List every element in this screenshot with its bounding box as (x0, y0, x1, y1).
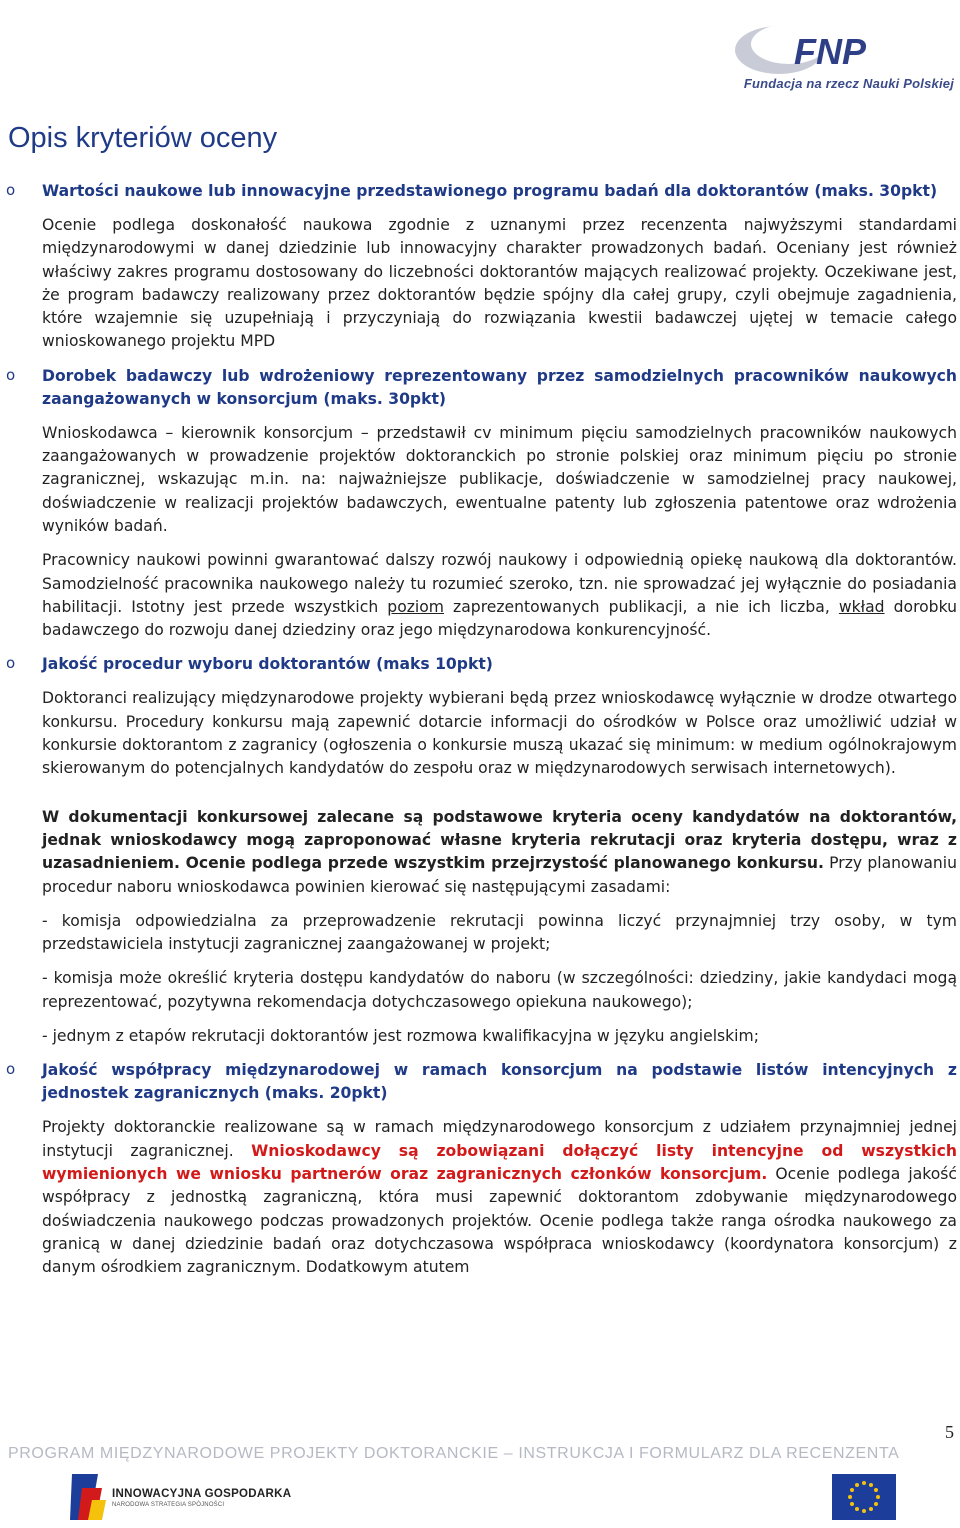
emphasis-text: Wnioskodawcy są zobowiązani dołączyć listy intencyjne od wszystkich wymienionych we wniosku partnerów oraz zagranicznych członków konsorcjum. (42, 1141, 957, 1183)
fnp-logo-abbr: FNP (794, 31, 866, 72)
footer-program-line: PROGRAM MIĘDZYNARODOWE PROJEKTY DOKTORANCKIE – INSTRUKCJA I FORMULARZ DLA RECENZENTA (8, 1445, 900, 1462)
text-run: Pracownicy naukowi powinni gwarantować dalszy rozwój naukowy i odpowiednią opiekę naukową dla doktorantów. Samodzielność pracownika naukowego należy tu rozumieć szeroko, tzn. nie sprowadzać jej wyłącznie do posiadania habilitacji. Istotny jest przede wszystkich (42, 551, 957, 616)
criterion-paragraph: Wnioskodawca – kierownik konsorcjum – przedstawił cv minimum pięciu samodzielnych pracowników naukowych zaangażowanych w prowadzenie projektów doktoranckich po stronie polskiej oraz minimum pięciu po stronie zagranicznej, wskazując m.in. na: najważniejsze publikacje, doświadczenie w samodzielnej pracy naukowej, doświadczenie w realizacji projektów badawczych, ewentualne patenty lub zgłoszenia patentowe oraz wdrożenia wyników badań. (42, 423, 957, 535)
criterion-title: Dorobek badawczy lub wdrożeniowy reprezentowany przez samodzielnych pracowników naukowych zaangażowanych w konsorcjum (maks. 30pkt) (42, 366, 957, 408)
bullet-marker: o (6, 654, 16, 673)
page-title: Opis kryteriów oceny (8, 122, 278, 154)
bullet-marker: o (6, 365, 16, 384)
fnp-logo-subtitle: Fundacja na rzecz Nauki Polskiej (743, 76, 954, 91)
text-run: Ocenie podlega jakość współpracy z jednostką zagraniczną, która musi zapewnić doktorantom zdobywanie międzynarodowego doświadczenia naukowego podczas prowadzonych projektów. Ocenie podlega także ranga ośrodka naukowego za granicą w danej dziedzinie badań oraz dotychczasowa współpraca wnioskodawcy (koordynatora konsorcjum) z danym ośrodkiem zagranicznym. Dodatkowym atutem (42, 1164, 957, 1277)
underlined-word: poziom (387, 597, 444, 616)
bullet-marker: o (6, 1060, 16, 1079)
page-number: 5 (945, 1422, 954, 1442)
list-item: - komisja może określić kryteria dostępu kandydatów do naboru (w szczególności: dziedziny, jakie kandydaci mogą reprezentować, pozytywna rekomendacja dotychczasowego opiekuna naukowego); (42, 969, 957, 1011)
list-item: - komisja odpowiedzialna za przeprowadzenie rekrutacji powinna liczyć przynajmniej trzy osoby, w tym przedstawiciela instytucji zagranicznej zaangażowanej w projekt; (42, 911, 957, 954)
document-body (0, 180, 960, 1290)
text-run: zaprezentowanych publikacji, a nie ich liczba, (443, 597, 839, 616)
ig-logo-subtitle: NARODOWA STRATEGIA SPÓJNOŚCI (112, 1502, 225, 1508)
bold-text: W dokumentacji konkursowej zalecane są podstawowe kryteria oceny kandydatów na doktorantów, jednak wnioskodawcy mogą zaproponować własne kryteria rekrutacji oraz kryteria dostępu, wraz z uzasadnieniem. Ocenie podlega przede wszystkim przejrzystość planowanego konkursu. (42, 807, 957, 873)
ig-logo-title: INNOWACYJNA GOSPODARKA (112, 1488, 292, 1500)
bullet-marker: o (6, 181, 16, 199)
criterion-section-4 (0, 1059, 960, 1279)
criterion-paragraph (42, 1116, 957, 1279)
text-run: Projekty doktoranckie realizowane są w ramach międzynarodowego konsorcjum z udziałem przynajmniej jednej instytucji zagranicznej. (42, 1118, 957, 1160)
criterion-section-3 (0, 653, 960, 1048)
criterion-paragraph: Doktoranci realizujący międzynarodowe projekty wybierani będą przez wnioskodawcę wyłącznie w drodze otwartego konkursu. Procedury konkursu mają zapewnić dotarcie informacji do ośrodków w Polsce oraz umożliwić udział w konkursie doktorantom z zagranicy (ogłoszenia o konkursie muszą ukazać się minimum: w medium ogólnokrajowym skierowanym do potencjalnych kandydatów do zespołu oraz w międzynarodowych serwisach internetowych). (42, 689, 957, 778)
criterion-title: Jakość procedur wyboru doktorantów (maks 10pkt) (42, 655, 493, 674)
criterion-title: Wartości naukowe lub innowacyjne przedstawionego programu badań dla doktorantów (maks. 30pkt) (42, 182, 938, 200)
criterion-paragraph: Ocenie podlega doskonałość naukowa zgodnie z uznanymi przez recenzenta najwyższymi standardami międzynarodowymi w danej dziedzinie lub innowacyjny charakter prowadzonych badań. Oceniany jest również właściwy zakres programu dostosowany do liczebności doktorantów mających realizować projekty. Oczekiwane jest, że program badawczy realizowany przez doktorantów będzie spójny dla całej grupy, czyli obejmuje zagadnienia, które wzajemnie się uzupełniają i przyczyniają do rozwiązania kwestii badawczej ujętej w temacie całego wnioskowanego projektu MPD (42, 216, 957, 351)
text-run: dorobku badawczego do rozwoju danej dziedziny oraz jego międzynarodowa konkurencyjność. (42, 597, 958, 640)
criterion-paragraph (42, 549, 957, 642)
eu-flag-icon (832, 1474, 896, 1520)
criterion-section-1 (0, 180, 960, 354)
text-run: Przy planowaniu procedur naboru wnioskodawca powinien kierować się następującymi zasadami: (42, 854, 957, 896)
list-item: - jednym z etapów rekrutacji doktorantów jest rozmowa kwalifikacyjna w języku angielskim; (42, 1027, 759, 1046)
criterion-paragraph (42, 806, 957, 899)
underlined-word: wkład (838, 597, 885, 616)
criterion-section-2 (0, 365, 960, 643)
criterion-title: Jakość współpracy międzynarodowej w ramach konsorcjum na podstawie listów intencyjnych z jednostek zagranicznych (maks. 20pkt) (42, 1061, 957, 1103)
